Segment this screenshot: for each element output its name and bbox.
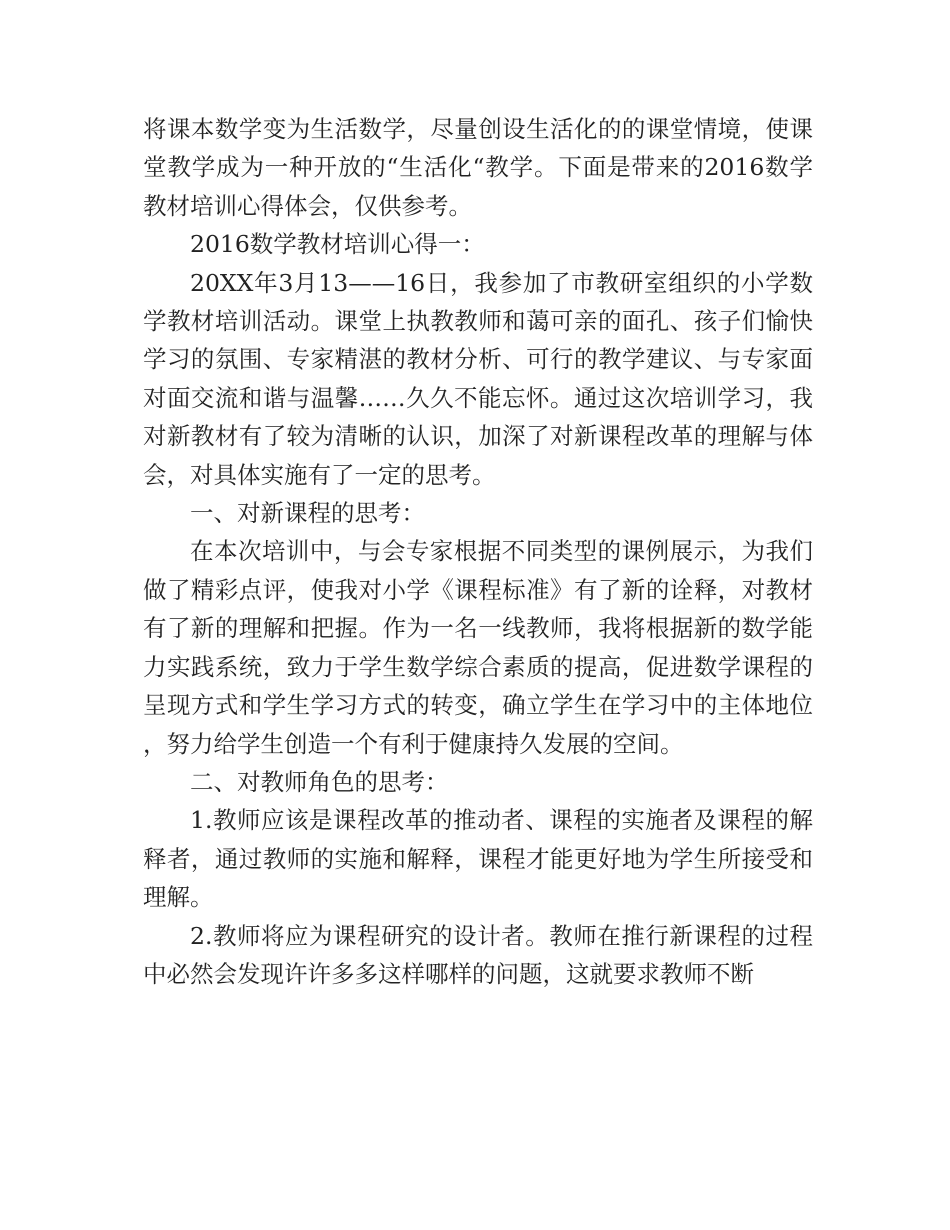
body-paragraph: 20XX年3月13——16日，我参加了市教研室组织的小学数学教材培训活动。课堂上执教教师和蔼可亲的面孔、孩子们愉快学习的氛围、专家精湛的教材分析、可行的教学建议、与专家面对面交流和谐与温馨……久久不能忘怀。通过这次培训学习，我对新教材有了较为清晰的认识，加深了对新课程改革的理解与体会，对具体实施有了一定的思考。 [143, 268, 813, 489]
subsection-heading: 二、对教师角色的思考： [190, 767, 449, 796]
list-item: 1.教师应该是课程改革的推动者、课程的实施者及课程的解释者，通过教师的实施和解释，课程才能更好地为学生所接受和理解。 [143, 806, 813, 912]
body-paragraph: 在本次培训中，与会专家根据不同类型的课例展示，为我们做了精彩点评，使我对小学《课程标准》有了新的诠释，对教材有了新的理解和把握。作为一名一线教师，我将根据新的数学能力实践系统，致力于学生数学综合素质的提高，促进数学课程的呈现方式和学生学习方式的转变，确立学生在学习中的主体地位，努力给学生创造一个有利于健康持久发展的空间。 [143, 537, 813, 758]
document-page [143, 110, 813, 993]
section-heading: 2016数学教材培训心得一： [190, 230, 485, 259]
intro-paragraph: 将课本数学变为生活数学，尽量创设生活化的的课堂情境，使课堂教学成为一种开放的“生活化“教学。下面是带来的2016数学教材培训心得体会，仅供参考。 [143, 115, 813, 220]
subsection-heading: 一、对新课程的思考： [190, 499, 425, 528]
list-item: 2.教师将应为课程研究的设计者。教师在推行新课程的过程中必然会发现许许多多这样哪样的问题，这就要求教师不断 [143, 921, 813, 988]
